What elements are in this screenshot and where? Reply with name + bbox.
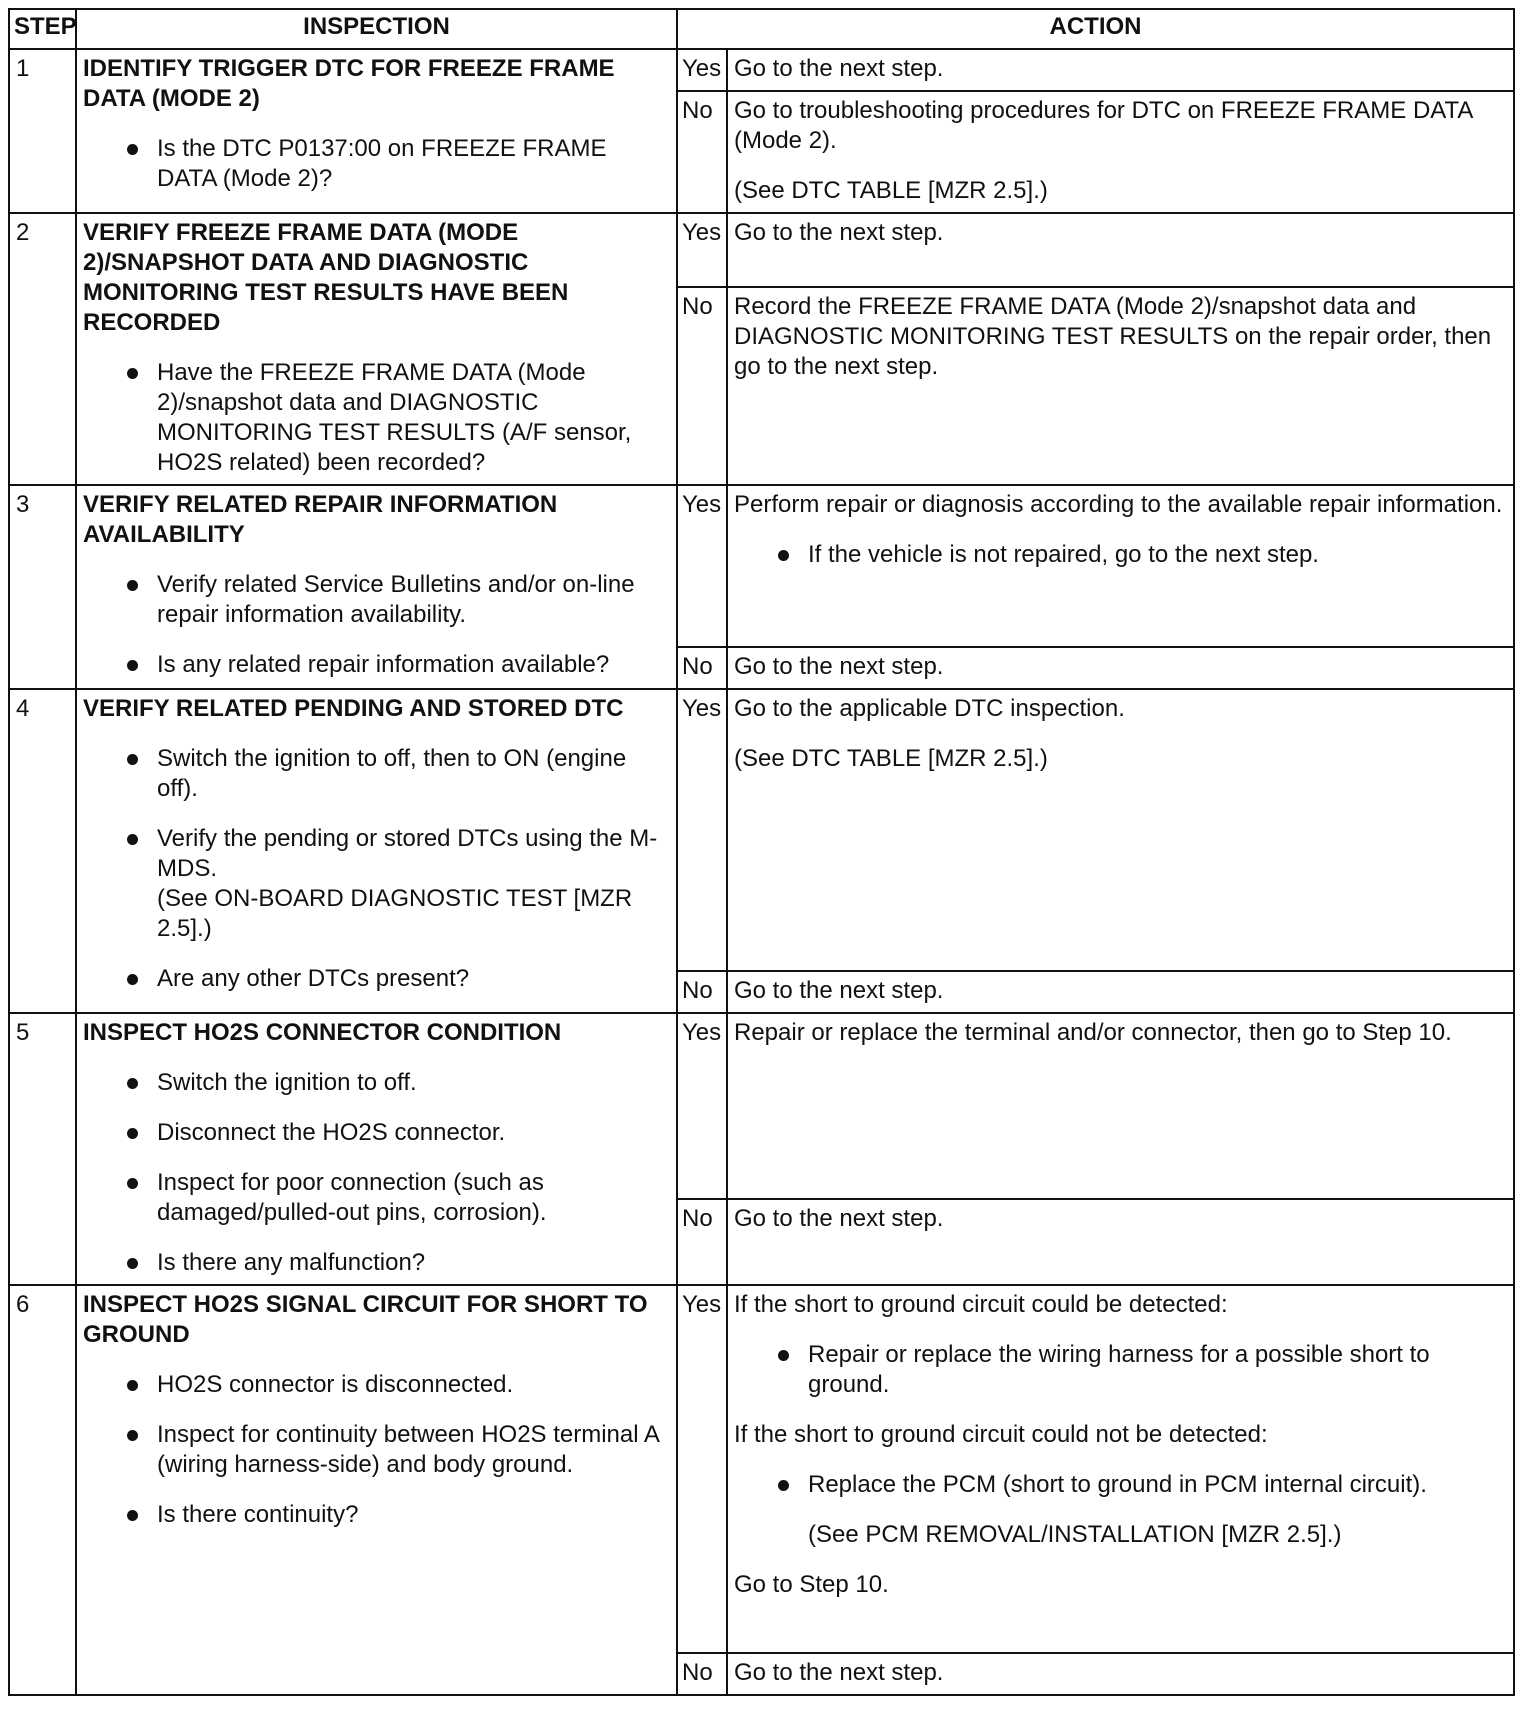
yes-action [727, 689, 1514, 971]
list-item: Switch the ignition to off. [83, 1068, 670, 1098]
action-text: Go to the next step. [734, 1205, 944, 1232]
list-item: Verify related Service Bulletins and/or on-line repair information availability. [83, 570, 670, 630]
list-item: Repair or replace the wiring harness for a possible short to ground. [734, 1340, 1507, 1400]
inspection-reference: (See ON-BOARD DIAGNOSTIC TEST [MZR 2.5].) [157, 885, 633, 942]
step-title: INSPECT HO2S SIGNAL CIRCUIT FOR SHORT TO GROUND [83, 1291, 648, 1348]
action-list [734, 1470, 1507, 1500]
list-item: Inspect for poor connection (such as damaged/pulled-out pins, corrosion). [83, 1168, 670, 1228]
table-row [9, 485, 1514, 647]
inspection-list [83, 744, 670, 884]
no-label: No [677, 287, 727, 485]
inspection-list [83, 570, 670, 680]
list-item: Inspect for continuity between HO2S terminal A (wiring harness-side) and body ground. [83, 1420, 670, 1480]
no-action [727, 287, 1514, 485]
header-step: STEP [9, 9, 76, 49]
list-item: Replace the PCM (short to ground in PCM internal circuit). [734, 1470, 1507, 1500]
no-action [727, 1653, 1514, 1695]
action-text: Perform repair or diagnosis according to the available repair information. [734, 491, 1503, 518]
list-item: Switch the ignition to off, then to ON (engine off). [83, 744, 670, 804]
yes-label: Yes [677, 485, 727, 647]
step-number: 1 [9, 49, 76, 213]
yes-action [727, 49, 1514, 91]
action-text: Go to the next step. [734, 1659, 944, 1686]
no-label: No [677, 647, 727, 689]
inspection-table [8, 8, 1515, 1696]
no-action [727, 647, 1514, 689]
list-item: Have the FREEZE FRAME DATA (Mode 2)/snapshot data and DIAGNOSTIC MONITORING TEST RESULTS (A/F sensor, HO2S related) been recorded? [83, 358, 670, 478]
yes-label: Yes [677, 689, 727, 971]
inspection-cell [76, 1285, 677, 1695]
step-title: VERIFY RELATED PENDING AND STORED DTC [83, 695, 624, 722]
header-action: ACTION [677, 9, 1514, 49]
action-text: Go to Step 10. [734, 1571, 889, 1598]
action-text: Go to the next step. [734, 219, 944, 246]
list-item: If the vehicle is not repaired, go to the next step. [734, 540, 1507, 570]
step-title: VERIFY FREEZE FRAME DATA (MODE 2)/SNAPSHOT DATA AND DIAGNOSTIC MONITORING TEST RESULTS HAVE BEEN RECORDED [83, 219, 569, 336]
yes-action [727, 213, 1514, 287]
list-item: Disconnect the HO2S connector. [83, 1118, 670, 1148]
inspection-list [83, 1370, 670, 1530]
header-inspection: INSPECTION [76, 9, 677, 49]
step-number: 5 [9, 1013, 76, 1285]
action-text: If the short to ground circuit could not be detected: [734, 1421, 1268, 1448]
action-text: Repair or replace the terminal and/or connector, then go to Step 10. [734, 1019, 1452, 1046]
inspection-cell [76, 485, 677, 689]
yes-label: Yes [677, 49, 727, 91]
table-row [9, 689, 1514, 971]
yes-label: Yes [677, 1013, 727, 1199]
action-text: Go to the next step. [734, 55, 944, 82]
no-action [727, 1199, 1514, 1285]
step-number: 4 [9, 689, 76, 1013]
action-text: Go to the next step. [734, 977, 944, 1004]
step-title: VERIFY RELATED REPAIR INFORMATION AVAILABILITY [83, 491, 558, 548]
inspection-list [83, 134, 670, 194]
step-number: 2 [9, 213, 76, 485]
action-reference: (See DTC TABLE [MZR 2.5].) [734, 177, 1048, 204]
step-title: INSPECT HO2S CONNECTOR CONDITION [83, 1019, 562, 1046]
no-label: No [677, 91, 727, 213]
yes-action [727, 485, 1514, 647]
no-label: No [677, 1653, 727, 1695]
inspection-list [83, 1068, 670, 1278]
inspection-table-page [8, 8, 1513, 1696]
table-row [9, 213, 1514, 287]
no-label: No [677, 971, 727, 1013]
table-row [9, 1285, 1514, 1653]
yes-label: Yes [677, 1285, 727, 1653]
yes-action [727, 1013, 1514, 1199]
step-number: 6 [9, 1285, 76, 1695]
table-row [9, 1013, 1514, 1199]
inspection-list [83, 964, 670, 994]
yes-action [727, 1285, 1514, 1653]
action-reference: (See DTC TABLE [MZR 2.5].) [734, 745, 1048, 772]
list-item: Verify the pending or stored DTCs using the M-MDS. [83, 824, 670, 884]
inspection-cell [76, 213, 677, 485]
no-action [727, 971, 1514, 1013]
inspection-cell [76, 1013, 677, 1285]
step-title: IDENTIFY TRIGGER DTC FOR FREEZE FRAME DATA (MODE 2) [83, 55, 615, 112]
list-item: Are any other DTCs present? [83, 964, 670, 994]
table-row [9, 49, 1514, 91]
list-item: Is there continuity? [83, 1500, 670, 1530]
inspection-list [83, 358, 670, 478]
inspection-cell [76, 49, 677, 213]
action-list [734, 540, 1507, 570]
action-text: Go to the applicable DTC inspection. [734, 695, 1125, 722]
step-number: 3 [9, 485, 76, 689]
action-reference: (See PCM REMOVAL/INSTALLATION [MZR 2.5].) [808, 1521, 1342, 1548]
action-text: Record the FREEZE FRAME DATA (Mode 2)/snapshot data and DIAGNOSTIC MONITORING TEST RESULTS on the repair order, then go to the next step. [734, 293, 1492, 380]
list-item: Is any related repair information available? [83, 650, 670, 680]
inspection-cell [76, 689, 677, 1013]
action-text: Go to the next step. [734, 653, 944, 680]
no-action [727, 91, 1514, 213]
action-list [734, 1340, 1507, 1400]
list-item: Is there any malfunction? [83, 1248, 670, 1278]
header-row [9, 9, 1514, 49]
list-item: HO2S connector is disconnected. [83, 1370, 670, 1400]
list-item: Is the DTC P0137:00 on FREEZE FRAME DATA (Mode 2)? [83, 134, 670, 194]
no-label: No [677, 1199, 727, 1285]
yes-label: Yes [677, 213, 727, 287]
action-text: If the short to ground circuit could be detected: [734, 1291, 1228, 1318]
action-text: Go to troubleshooting procedures for DTC on FREEZE FRAME DATA (Mode 2). [734, 97, 1473, 154]
